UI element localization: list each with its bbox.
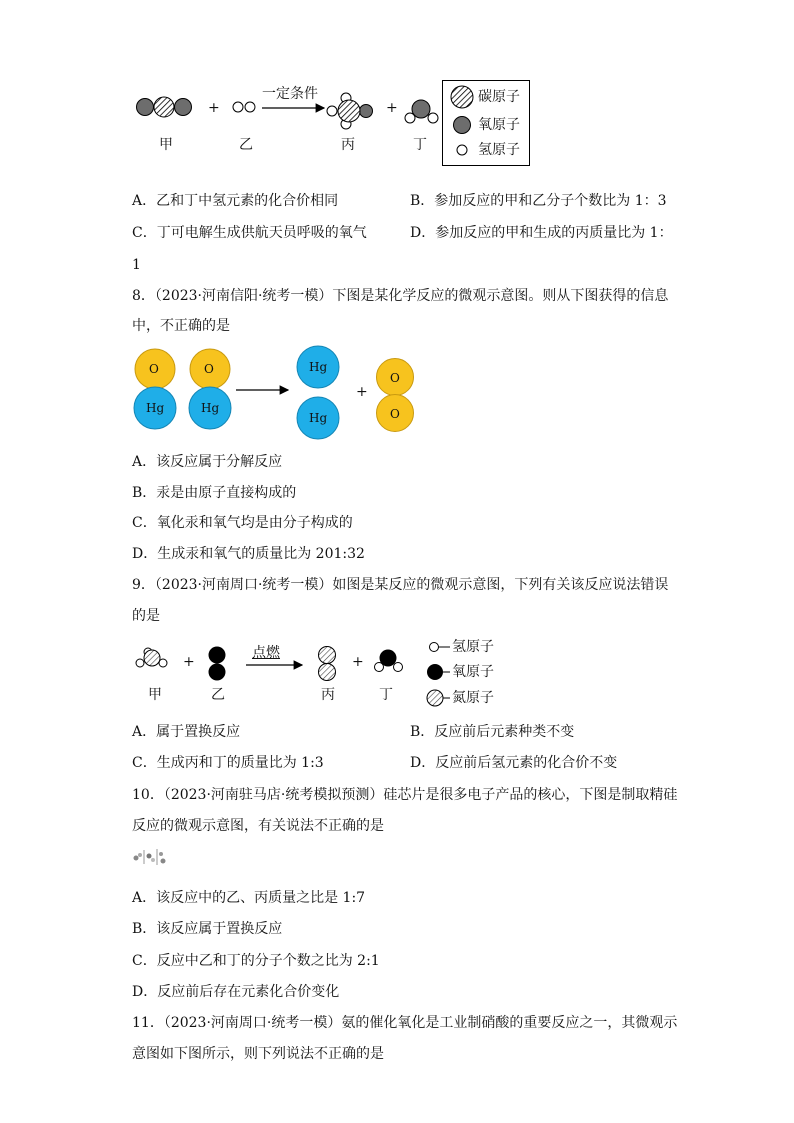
oxygen-atom [209,647,226,664]
oxygen-atom [412,100,430,118]
hydrogen-atom [327,106,337,116]
nitrogen-legend-icon [426,689,450,707]
nitrogen-atom [319,664,336,681]
q9-molecule-ding [374,648,404,674]
q10-figure-thumbnail [132,846,166,868]
q7-plus-1: + [208,100,220,116]
q8-option-d: D．生成汞和氧气的质量比为 201:32 [132,546,365,562]
q7-plus-2: + [386,100,398,116]
q8-stem-line2: 中，不正确的是 [132,318,230,334]
q9-option-d: D．反应前后氢元素的化合价不变 [410,755,618,771]
q7-option-a: A．乙和丁中氢元素的化合价相同 [132,193,339,209]
q8-option-a: A．该反应属于分解反应 [132,454,283,470]
legend-hydrogen: 氢原子 [478,142,520,158]
q11-stem-line1: 11．（2023·河南周口·统考一模）氨的催化氧化是工业制硝酸的重要反应之一，其微观示 [132,1015,678,1031]
q7-label-bing: 丙 [341,137,355,153]
oxygen-atom [209,664,226,681]
q9-label-ding: 丁 [379,687,393,703]
q8-option-b: B．汞是由原子直接构成的 [132,485,297,501]
q7-molecule-jia [135,95,195,119]
hydrogen-atom [245,102,255,112]
q8-o-1: O [149,362,159,376]
q9-molecule-bing [316,646,338,682]
q10-option-b: B．该反应属于置换反应 [132,921,283,937]
q9-plus-2: + [352,654,364,670]
q10-stem-line1: 10．（2023·河南驻马店·统考模拟预测）硅芯片是很多电子产品的核心，下图是制取精硅 [132,787,678,803]
q7-option-d-cont: 1 [132,257,141,273]
q10-stem-line2: 反应的微观示意图，有关说法不正确的是 [132,818,384,834]
q10-option-a: A．该反应中的乙、丙质量之比是 1:7 [132,890,366,906]
q9-molecule-jia [136,645,170,671]
q10-option-d: D．反应前后存在元素化合价变化 [132,984,340,1000]
q9-legend-hydrogen: 氢原子 [452,639,494,655]
q8-arrow [236,386,290,394]
q9-stem-line1: 9．（2023·河南周口·统考一模）如图是某反应的微观示意图，下列有关该反应说法错误 [132,577,669,593]
q11-stem-line2: 意图如下图所示，则下列说法不正确的是 [132,1046,384,1062]
q7-arrow [262,104,326,112]
oxygen-atom [175,99,192,116]
oxygen-atom [380,650,397,667]
q7-label-jia: 甲 [159,137,173,153]
q8-o-4: O [390,407,400,421]
hydrogen-atom [233,102,243,112]
q7-option-b: B．参加反应的甲和乙分子个数比为 1：3 [410,193,667,209]
q10-option-c: C．反应中乙和丁的分子个数之比为 2:1 [132,953,380,969]
carbon-atom [338,100,360,122]
q9-plus-1: + [183,654,195,670]
q8-hg-4: Hg [309,411,328,425]
q9-stem-line2: 的是 [132,608,160,624]
q7-molecule-yi [232,100,258,114]
q9-legend-oxygen: 氧原子 [452,664,494,680]
q8-hg-1: Hg [146,401,165,415]
q7-molecule-bing [327,92,373,130]
q7-option-d: D．参加反应的甲和生成的丙质量比为 1： [410,225,673,241]
legend-oxygen: 氧原子 [478,117,520,133]
nitrogen-atom [144,650,160,666]
hydrogen-atom [136,659,144,667]
q8-stem-line1: 8．（2023·河南信阳·统考一模）下图是某化学反应的微观示意图。则从下图获得的信息 [132,288,669,304]
carbon-legend-icon [449,84,475,110]
q9-molecule-yi [206,646,228,682]
q9-label-jia: 甲 [148,687,162,703]
q9-option-a: A．属于置换反应 [132,724,241,740]
q8-hg-2: Hg [201,401,220,415]
hydrogen-legend-icon [428,641,452,653]
q7-option-c: C．丁可电解生成供航天员呼吸的氧气 [132,225,367,241]
q9-arrow [246,661,304,669]
q9-label-yi: 乙 [211,687,225,703]
q8-o-3: O [390,371,400,385]
legend-carbon: 碳原子 [478,89,520,105]
q9-option-b: B．反应前后元素种类不变 [410,724,575,740]
q8-hg-3: Hg [309,360,328,374]
oxygen-legend-icon [452,115,472,135]
q8-o-2: O [204,362,214,376]
q9-label-bing: 丙 [321,687,335,703]
oxygen-atom [137,99,154,116]
q7-label-yi: 乙 [239,137,253,153]
hydrogen-atom [394,663,403,672]
hydrogen-atom [428,113,438,123]
carbon-atom [154,97,174,117]
q8-plus: + [356,384,368,400]
nitrogen-atom [319,647,336,664]
q7-molecule-ding [405,98,439,126]
oxygen-atom [360,105,373,118]
q9-option-c: C．生成丙和丁的质量比为 1:3 [132,755,324,771]
q9-condition: 点燃 [252,645,280,661]
oxygen-legend-icon [426,663,450,681]
q9-legend-nitrogen: 氮原子 [452,690,494,706]
q8-option-c: C．氧化汞和氧气均是由分子构成的 [132,515,353,531]
q7-condition: 一定条件 [262,86,318,102]
hydrogen-legend-icon [455,143,469,157]
q7-label-ding: 丁 [413,137,427,153]
